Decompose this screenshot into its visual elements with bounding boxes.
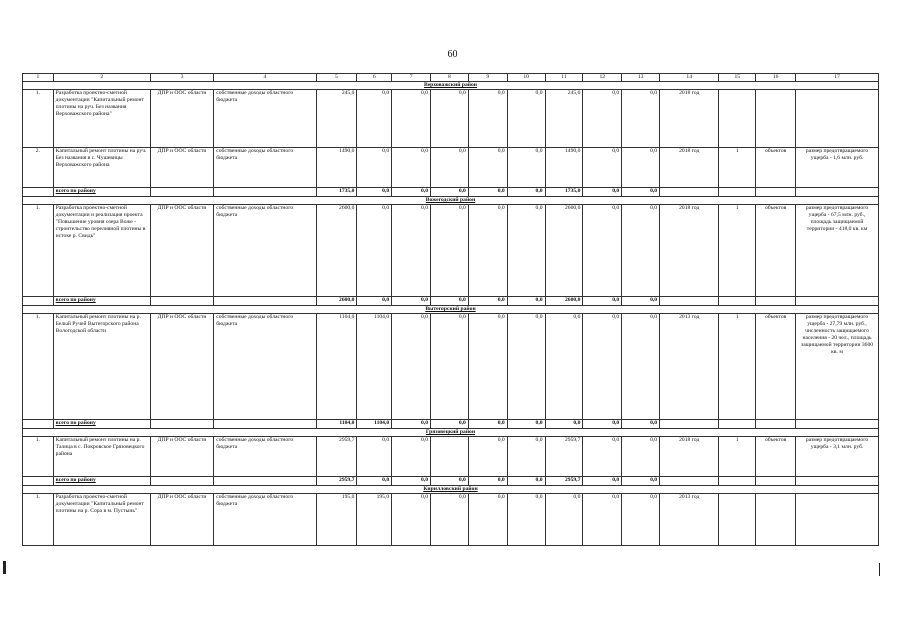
column-header: 5: [316, 74, 357, 82]
table-row: [23, 313, 879, 419]
total-spacer: [150, 419, 213, 428]
total-spacer: [796, 476, 879, 485]
amount-cell: 2959,7: [545, 436, 583, 476]
total-amount: 0,0: [507, 296, 545, 305]
amount-cell: 195,0: [357, 493, 392, 545]
district-row: [23, 196, 879, 204]
year-cell: 2018 год: [660, 147, 719, 187]
amount-cell: 0,0: [583, 493, 622, 545]
amount-cell: 0,0: [468, 89, 507, 147]
total-amount: 0,0: [431, 476, 469, 485]
indicator-value: 1: [719, 204, 756, 296]
amount-cell: 0,0: [357, 204, 392, 296]
total-spacer: [660, 296, 719, 305]
total-label: всего по району: [53, 419, 150, 428]
amount-cell: 0,0: [468, 147, 507, 187]
total-spacer: [214, 476, 316, 485]
total-spacer: [719, 187, 756, 196]
amount-cell: 0,0: [392, 436, 431, 476]
total-amount: 0,0: [357, 187, 392, 196]
expected-result: размер предотвращаемого ущерба - 67,5 млн. руб., площадь защищаемой территории - 418,0 кв. км: [796, 204, 879, 296]
amount-cell: 0,0: [622, 436, 660, 476]
total-row: [23, 419, 879, 428]
total-spacer: [796, 296, 879, 305]
column-header: 16: [756, 74, 796, 82]
year-cell: 2018 год: [660, 436, 719, 476]
total-amount: 0,0: [392, 296, 431, 305]
indicator-value: 1: [719, 313, 756, 419]
total-amount: 2600,0: [316, 296, 357, 305]
total-amount: 0,0: [622, 476, 660, 485]
total-amount: 1104,0: [357, 419, 392, 428]
total-amount: 2959,7: [316, 476, 357, 485]
column-header: 8: [431, 74, 469, 82]
expected-result: [796, 89, 879, 147]
amount-cell: 0,0: [468, 313, 507, 419]
scan-edge-mark: [879, 563, 880, 576]
total-spacer: [719, 419, 756, 428]
total-amount: 1735,0: [545, 187, 583, 196]
amount-cell: 0,0: [431, 313, 469, 419]
amount-cell: 0,0: [545, 493, 583, 545]
funding-source: собственные доходы областного бюджета: [214, 493, 316, 545]
table-body: [23, 74, 879, 546]
total-amount: 0,0: [431, 187, 469, 196]
total-spacer: [660, 419, 719, 428]
funding-source: собственные доходы областного бюджета: [214, 147, 316, 187]
total-spacer: [214, 187, 316, 196]
total-spacer: [150, 476, 213, 485]
indicator-unit: объектов: [756, 436, 796, 476]
object-name: Разработка проектно-сметной документации и реализация проекта "Повышение уровня озера Воже - строительство переливной плотины в истоке р. Свидь": [53, 204, 150, 296]
total-amount: 2959,7: [545, 476, 583, 485]
amount-cell: 0,0: [583, 313, 622, 419]
indicator-unit: объектов: [756, 147, 796, 187]
row-number: 1.: [23, 436, 54, 476]
amount-cell: 245,0: [316, 89, 357, 147]
total-row: [23, 187, 879, 196]
total-amount: 0,0: [357, 296, 392, 305]
amount-cell: 0,0: [622, 204, 660, 296]
total-amount: 0,0: [468, 296, 507, 305]
object-name: Разработка проектно-сметной документации "Капитальный ремонт плотины на р. Сора в м. Пустынь": [53, 493, 150, 545]
amount-cell: 2600,0: [316, 204, 357, 296]
total-spacer: [23, 296, 54, 305]
indicator-value: 1: [719, 147, 756, 187]
total-amount: 2600,0: [545, 296, 583, 305]
total-amount: 0,0: [468, 419, 507, 428]
amount-cell: 0,0: [507, 436, 545, 476]
amount-cell: 1104,0: [316, 313, 357, 419]
amount-cell: 0,0: [507, 493, 545, 545]
amount-cell: 0,0: [431, 147, 469, 187]
table-row: [23, 147, 879, 187]
total-amount: 0,0: [507, 419, 545, 428]
total-spacer: [756, 187, 796, 196]
total-amount: 0,0: [392, 419, 431, 428]
scan-edge-mark: [3, 561, 6, 574]
amount-cell: 245,0: [545, 89, 583, 147]
total-label: всего по району: [53, 187, 150, 196]
district-name: Грязовецкий район: [23, 428, 879, 436]
responsible-agent: ДПР и ООС области: [150, 313, 213, 419]
expected-result: размер предотвращаемого ущерба - 27,79 млн. руб., численность защищаемого населения - 20 чел., площадь защищаемой территории 3600 кв. м: [796, 313, 879, 419]
table-row: [23, 493, 879, 545]
amount-cell: 1104,0: [357, 313, 392, 419]
amount-cell: 0,0: [392, 89, 431, 147]
total-amount: 0,0: [392, 187, 431, 196]
column-header: 14: [660, 74, 719, 82]
column-header: 2: [53, 74, 150, 82]
amount-cell: 0,0: [357, 436, 392, 476]
table-row: [23, 89, 879, 147]
amount-cell: 0,0: [507, 204, 545, 296]
row-number: 1.: [23, 493, 54, 545]
total-spacer: [719, 296, 756, 305]
total-spacer: [23, 476, 54, 485]
total-spacer: [150, 296, 213, 305]
amount-cell: 0,0: [468, 204, 507, 296]
amount-cell: [431, 436, 469, 476]
total-amount: 0,0: [583, 419, 622, 428]
year-cell: 2018 год: [660, 204, 719, 296]
total-spacer: [756, 476, 796, 485]
responsible-agent: ДПР и ООС области: [150, 436, 213, 476]
total-row: [23, 476, 879, 485]
object-name: Капитальный ремонт плотины на руч. Без названия в с. Чушевицы Верховажского района: [53, 147, 150, 187]
total-spacer: [23, 187, 54, 196]
responsible-agent: ДПР и ООС области: [150, 89, 213, 147]
indicator-unit: объектов: [756, 313, 796, 419]
amount-cell: 0,0: [392, 204, 431, 296]
column-header: 3: [150, 74, 213, 82]
total-spacer: [214, 419, 316, 428]
total-amount: 0,0: [357, 476, 392, 485]
row-number: 1.: [23, 313, 54, 419]
column-header: 6: [357, 74, 392, 82]
total-spacer: [796, 187, 879, 196]
column-header: 13: [622, 74, 660, 82]
amount-cell: 0,0: [357, 89, 392, 147]
row-number: 2.: [23, 147, 54, 187]
total-spacer: [756, 296, 796, 305]
indicator-value: 1: [719, 436, 756, 476]
total-spacer: [214, 296, 316, 305]
total-amount: 0,0: [583, 187, 622, 196]
district-name: Вожегодский район: [23, 196, 879, 204]
column-header: 4: [214, 74, 316, 82]
district-row: [23, 485, 879, 493]
indicator-unit: объектов: [756, 204, 796, 296]
amount-cell: 0,0: [392, 493, 431, 545]
total-spacer: [719, 476, 756, 485]
amount-cell: 0,0: [622, 147, 660, 187]
total-amount: 0,0: [468, 476, 507, 485]
total-amount: 1104,0: [316, 419, 357, 428]
total-spacer: [660, 187, 719, 196]
responsible-agent: ДПР и ООС области: [150, 147, 213, 187]
district-row: [23, 305, 879, 313]
total-amount: 0,0: [468, 187, 507, 196]
amount-cell: 0,0: [583, 147, 622, 187]
total-amount: 0,0: [622, 187, 660, 196]
amount-cell: 0,0: [622, 313, 660, 419]
amount-cell: 0,0: [392, 147, 431, 187]
total-amount: 1735,0: [316, 187, 357, 196]
table-row: [23, 204, 879, 296]
total-amount: 0,0: [507, 187, 545, 196]
amount-cell: 2959,7: [316, 436, 357, 476]
object-name: Капитальный ремонт плотины на р. Талица в с. Покровское Грязовецкого района: [53, 436, 150, 476]
amount-cell: 0,0: [357, 147, 392, 187]
expected-result: размер предотвращаемого ущерба - 1,6 млн. руб.: [796, 147, 879, 187]
row-number: 1.: [23, 89, 54, 147]
total-spacer: [796, 419, 879, 428]
indicator-unit: [756, 89, 796, 147]
total-amount: 0,0: [583, 476, 622, 485]
indicator-value: [719, 493, 756, 545]
responsible-agent: ДПР и ООС области: [150, 204, 213, 296]
district-name: Кирилловский район: [23, 485, 879, 493]
amount-cell: 0,0: [583, 204, 622, 296]
total-row: [23, 296, 879, 305]
amount-cell: 0,0: [468, 436, 507, 476]
program-table: [22, 73, 879, 546]
row-number: 1.: [23, 204, 54, 296]
column-header: 12: [583, 74, 622, 82]
amount-cell: 0,0: [622, 89, 660, 147]
funding-source: собственные доходы областного бюджета: [214, 313, 316, 419]
amount-cell: 0,0: [431, 204, 469, 296]
total-spacer: [150, 187, 213, 196]
table-row: [23, 436, 879, 476]
amount-cell: 195,0: [316, 493, 357, 545]
funding-source: собственные доходы областного бюджета: [214, 89, 316, 147]
column-header: 10: [507, 74, 545, 82]
amount-cell: 0,0: [622, 493, 660, 545]
total-label: всего по району: [53, 296, 150, 305]
indicator-unit: [756, 493, 796, 545]
expected-result: [796, 493, 879, 545]
total-spacer: [756, 419, 796, 428]
amount-cell: 0,0: [507, 313, 545, 419]
amount-cell: 0,0: [545, 313, 583, 419]
object-name: Капитальный ремонт плотины на р. Белый Ручей Вытегорского района Вологодской области: [53, 313, 150, 419]
year-cell: 2018 год: [660, 89, 719, 147]
indicator-value: [719, 89, 756, 147]
column-header: 1: [23, 74, 54, 82]
total-amount: 0,0: [622, 296, 660, 305]
amount-cell: 0,0: [431, 89, 469, 147]
total-amount: 0,0: [622, 419, 660, 428]
column-header: 7: [392, 74, 431, 82]
amount-cell: 0,0: [392, 313, 431, 419]
amount-cell: 2600,0: [545, 204, 583, 296]
column-header: 9: [468, 74, 507, 82]
total-spacer: [660, 476, 719, 485]
year-cell: 2013 год: [660, 313, 719, 419]
object-name: Разработка проектно-сметной документации "Капитальный ремонт плотины на руч. Без названия Верховажского района": [53, 89, 150, 147]
year-cell: 2013 год: [660, 493, 719, 545]
column-header-row: [23, 74, 879, 82]
amount-cell: 0,0: [507, 147, 545, 187]
total-label: всего по району: [53, 476, 150, 485]
total-spacer: [23, 419, 54, 428]
district-row: [23, 428, 879, 436]
amount-cell: 0,0: [583, 89, 622, 147]
total-amount: 0,0: [583, 296, 622, 305]
amount-cell: 1490,0: [316, 147, 357, 187]
amount-cell: 1490,0: [545, 147, 583, 187]
district-name: Верховажский район: [23, 81, 879, 89]
page-number: 60: [447, 49, 458, 60]
column-header: 11: [545, 74, 583, 82]
amount-cell: 0,0: [583, 436, 622, 476]
funding-source: собственные доходы областного бюджета: [214, 436, 316, 476]
responsible-agent: ДПР и ООС области: [150, 493, 213, 545]
funding-source: собственные доходы областного бюджета: [214, 204, 316, 296]
expected-result: размер предотвращаемого ущерба - 3,1 млн. руб.: [796, 436, 879, 476]
column-header: 15: [719, 74, 756, 82]
total-amount: 0,0: [392, 476, 431, 485]
total-amount: 0,0: [507, 476, 545, 485]
total-amount: 0,0: [431, 296, 469, 305]
amount-cell: 0,0: [431, 493, 469, 545]
column-header: 17: [796, 74, 879, 82]
total-amount: 0,0: [431, 419, 469, 428]
total-amount: 0,0: [545, 419, 583, 428]
amount-cell: 0,0: [468, 493, 507, 545]
district-name: Вытегорский район: [23, 305, 879, 313]
amount-cell: 0,0: [507, 89, 545, 147]
district-row: [23, 81, 879, 89]
